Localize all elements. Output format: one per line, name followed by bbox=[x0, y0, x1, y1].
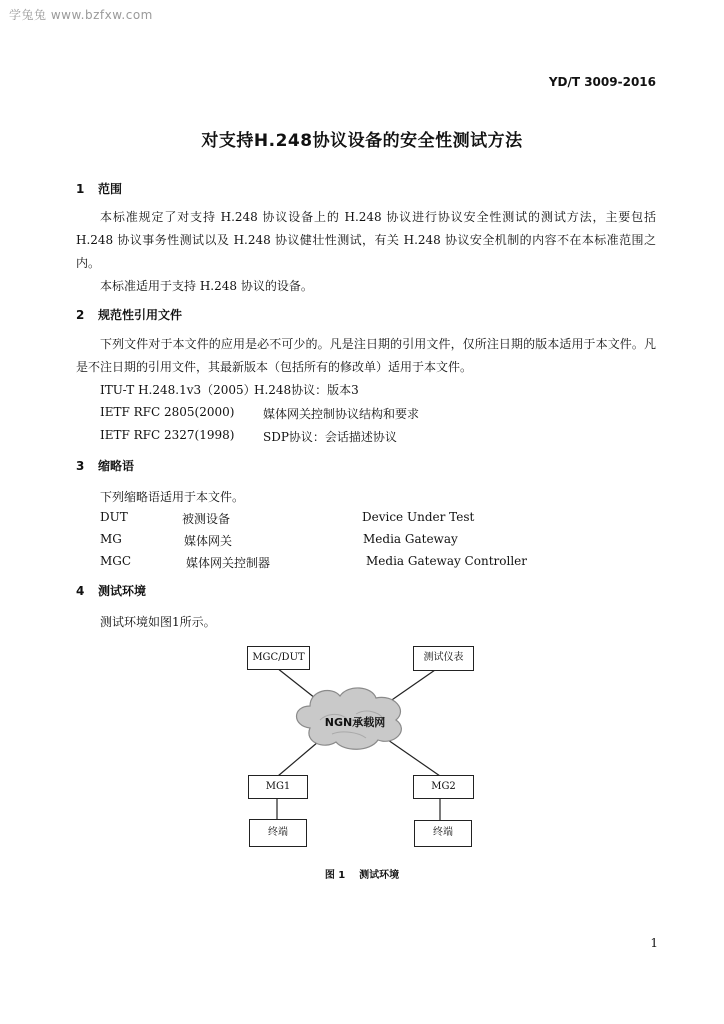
ref-code: IETF RFC 2327(1998) bbox=[100, 428, 235, 442]
figure-caption: 图 1 测试环境 bbox=[324, 870, 400, 881]
terminal-2-label: 终端 bbox=[433, 827, 453, 838]
test-environment-diagram bbox=[240, 640, 476, 854]
section-title: 测试环境 bbox=[98, 584, 147, 598]
mg1-label: MG1 bbox=[265, 781, 291, 792]
ref-desc: H.248协议：版本3 bbox=[254, 383, 359, 397]
mgc-dut-label: MGC/DUT bbox=[252, 652, 305, 663]
test-instrument-label: 测试仪表 bbox=[423, 652, 464, 663]
terminal-2-box bbox=[414, 820, 472, 847]
page-title: 对支持H.248协议设备的安全性测试方法 bbox=[201, 131, 523, 151]
ref-code: ITU-T H.248.1v3（2005） bbox=[100, 383, 256, 397]
section-number: 2 bbox=[76, 308, 85, 322]
ref-desc: SDP协议：会话描述协议 bbox=[263, 430, 397, 444]
section-title: 范围 bbox=[98, 182, 123, 196]
abbr-chinese: 媒体网关 bbox=[184, 534, 233, 548]
watermark: 学兔兔 www.bzfxw.com bbox=[9, 8, 153, 22]
section-2-heading bbox=[76, 306, 182, 323]
abbr-term: MGC bbox=[100, 554, 132, 568]
mgc-dut-box bbox=[247, 646, 310, 670]
abbr-english: Media Gateway bbox=[363, 532, 458, 546]
section-number: 4 bbox=[76, 584, 85, 598]
abbr-intro: 下列缩略语适用于本文件。 bbox=[100, 490, 245, 504]
abbr-english: Device Under Test bbox=[362, 510, 475, 524]
abbr-chinese: 被测设备 bbox=[182, 512, 231, 526]
normative-paragraph: 下列文件对于本文件的应用是必不可少的。凡是注日期的引用文件，仅所注日期的版本适用于本文件。凡是不注日期的引用文件，其最新版本（包括所有的修改单）适用于本文件。 bbox=[76, 337, 656, 374]
scope-applicability: 本标准适用于支持 H.248 协议的设备。 bbox=[100, 279, 313, 293]
abbr-term: MG bbox=[100, 532, 122, 546]
abbr-term: DUT bbox=[100, 510, 128, 524]
ref-desc: 媒体网关控制协议结构和要求 bbox=[263, 407, 420, 421]
test-instrument-box bbox=[413, 646, 474, 671]
section-number: 3 bbox=[76, 459, 85, 473]
connector-cloud-mg2 bbox=[388, 740, 440, 776]
section-4-heading bbox=[76, 582, 146, 599]
terminal-1-box bbox=[249, 819, 307, 847]
section-1-heading bbox=[76, 180, 122, 197]
section-title: 规范性引用文件 bbox=[98, 308, 183, 322]
cloud-label: NGN承载网 bbox=[324, 716, 386, 729]
section-title: 缩略语 bbox=[98, 459, 135, 473]
abbr-english: Media Gateway Controller bbox=[366, 554, 527, 568]
ref-code: IETF RFC 2805(2000) bbox=[100, 405, 235, 419]
terminal-1-label: 终端 bbox=[268, 827, 288, 838]
connector-cloud-mg1 bbox=[278, 742, 318, 776]
figure-intro: 测试环境如图1所示。 bbox=[100, 615, 216, 629]
section-3-heading bbox=[76, 457, 134, 474]
scope-paragraph: 本标准规定了对支持 H.248 协议设备上的 H.248 协议进行协议安全性测试的测试方法，主要包括H.248 协议事务性测试以及 H.248 协议健壮性测试，有关 H.248 协议安全机制的内容不在本标准范围之内。 bbox=[76, 210, 656, 270]
standard-number: YD/T 3009-2016 bbox=[548, 75, 656, 89]
abbr-chinese: 媒体网关控制器 bbox=[186, 556, 271, 570]
mg2-label: MG2 bbox=[431, 781, 456, 792]
connector-instrument-cloud bbox=[386, 670, 435, 704]
page-number: 1 bbox=[650, 936, 658, 950]
mg2-box bbox=[413, 775, 474, 799]
section-number: 1 bbox=[76, 182, 85, 196]
mg1-box bbox=[248, 775, 308, 799]
